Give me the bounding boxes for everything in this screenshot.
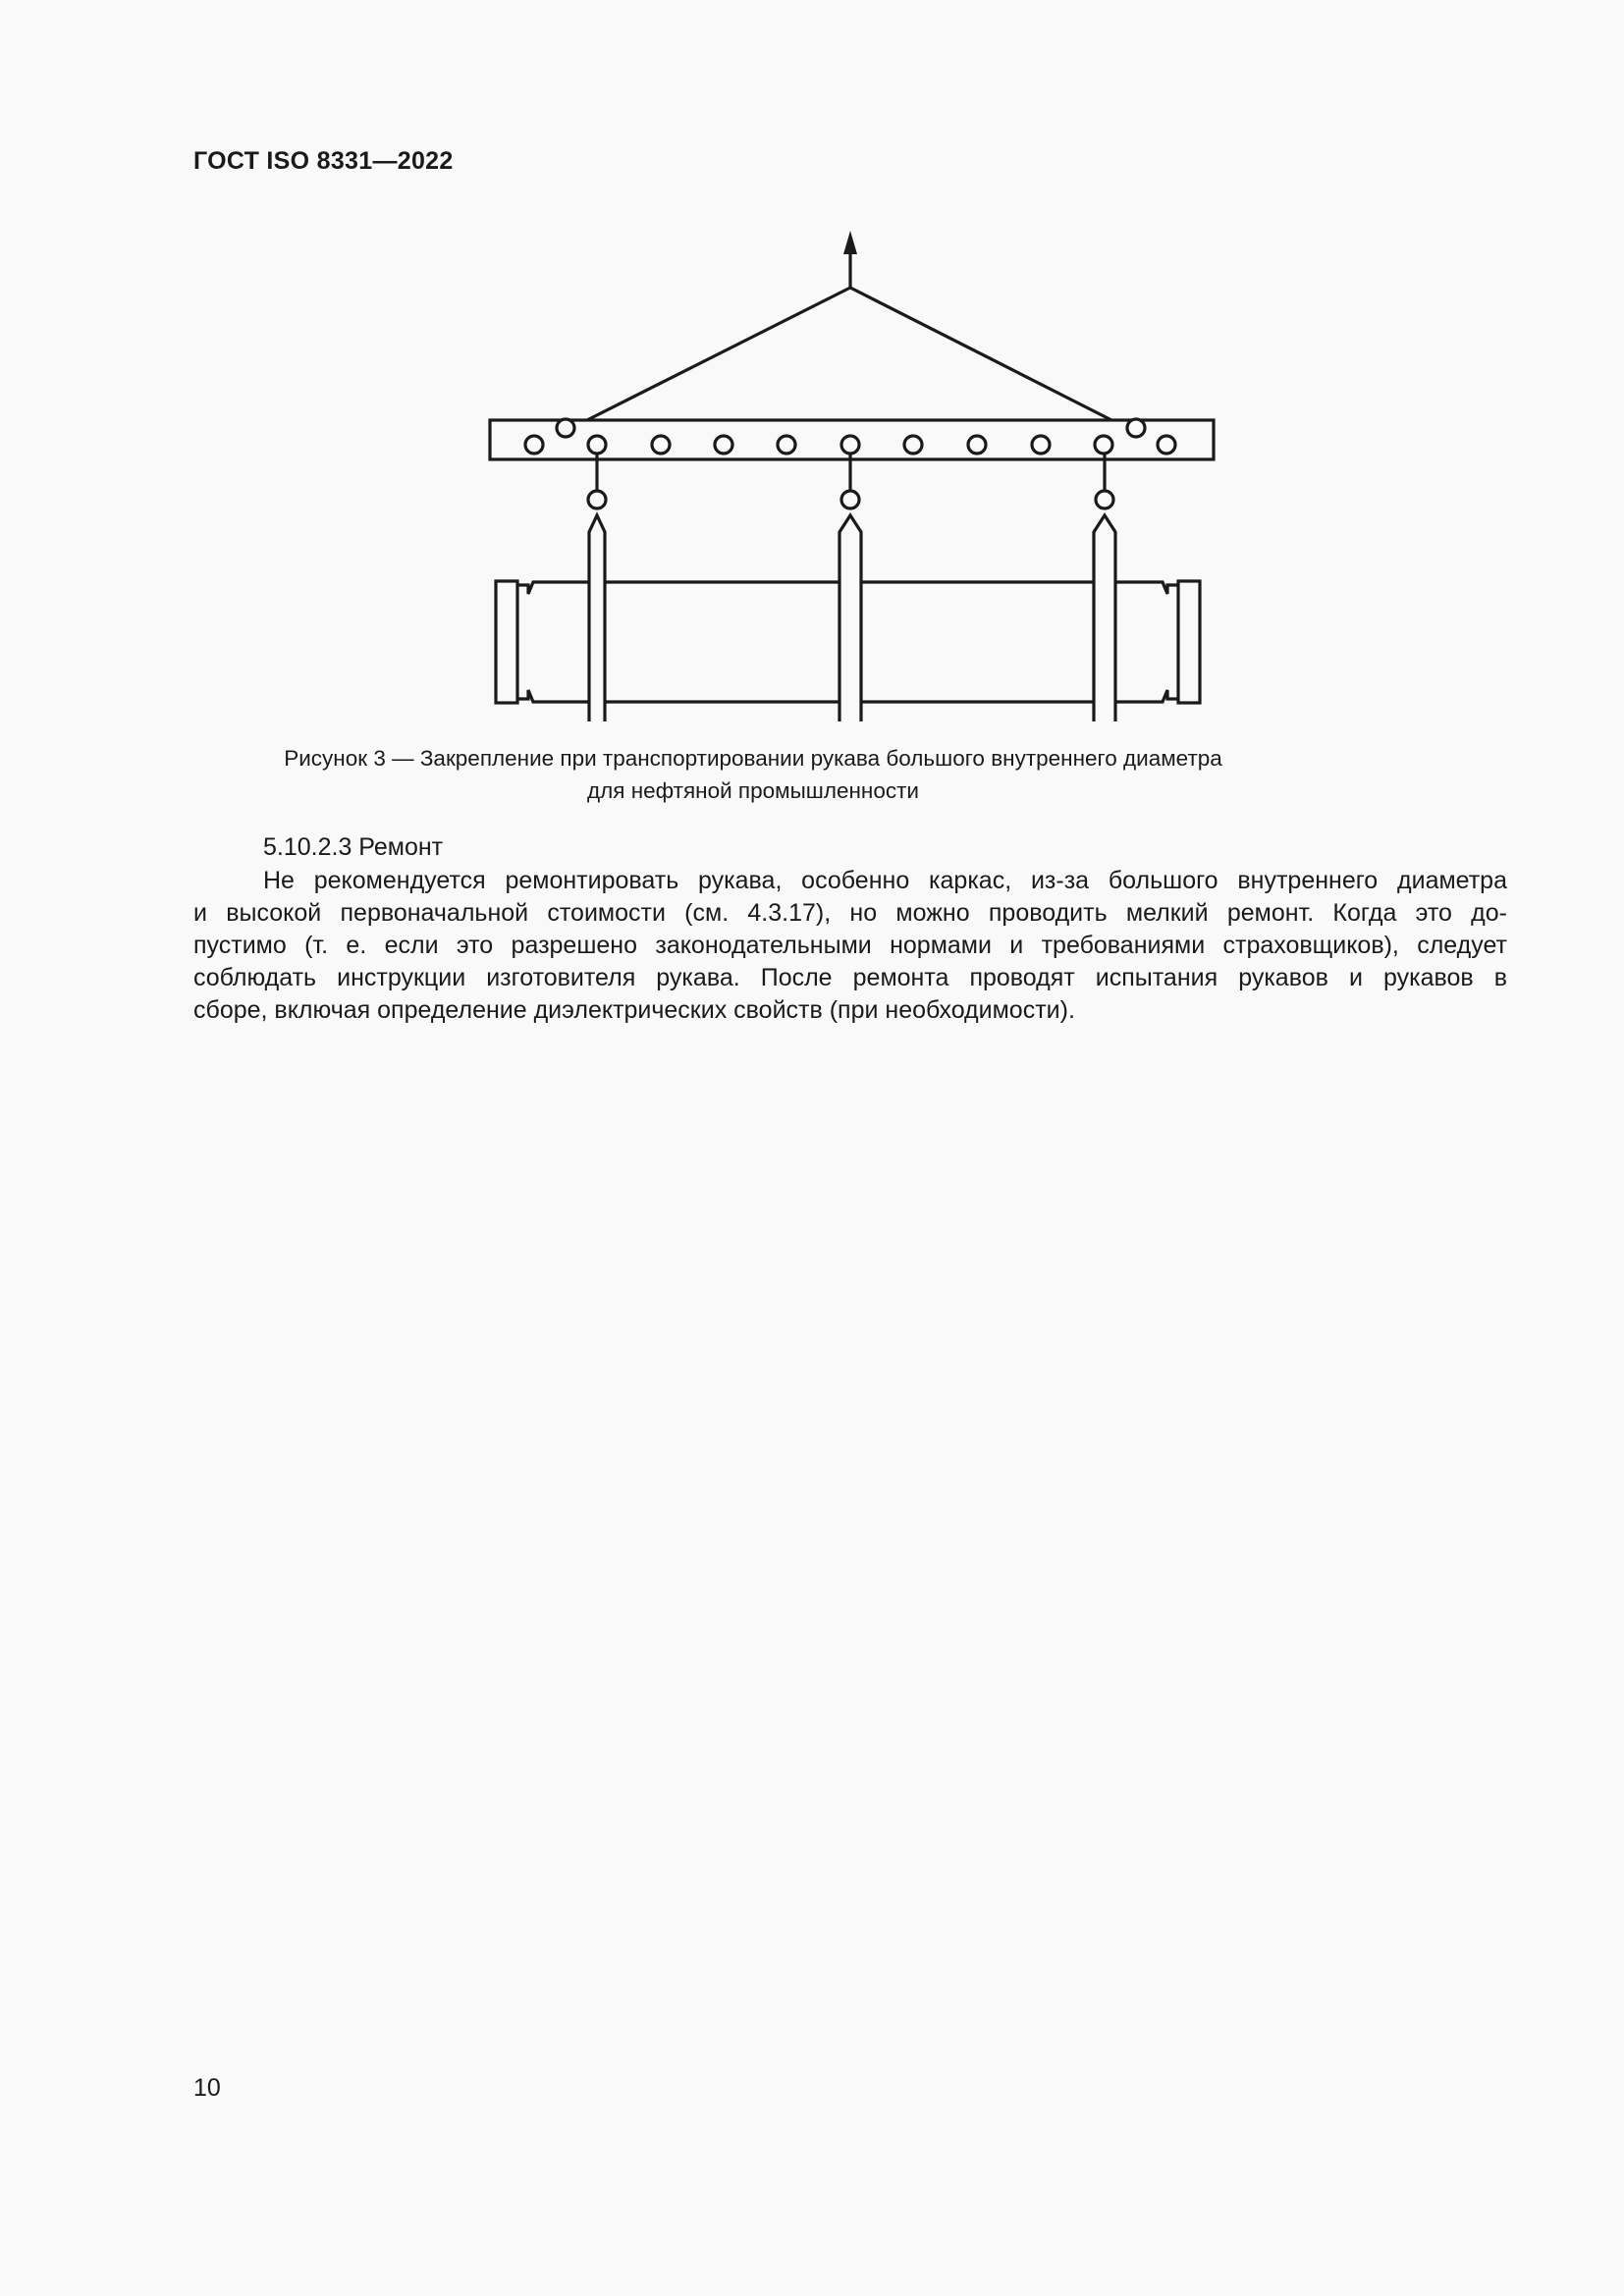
document-header: ГОСТ ISO 8331—2022 [193,147,454,175]
caption-line: Рисунок 3 — Закрепление при транспортировании рукава большого внутреннего диаметра [284,746,1222,771]
paragraph-line: соблюдать инструкции изготовителя рукава. После ремонта проводят испытания рукавов и рукавов в [193,964,1507,991]
paragraph-line: сборе, включая определение диэлектрических свойств (при необходимости). [193,996,1075,1024]
section-heading: 5.10.2.3 Ремонт [263,833,444,861]
figure-lifting-diagram [471,221,1237,721]
hanger-right [1094,454,1115,721]
section-paragraph [193,865,1507,1027]
lift-arrow-icon [843,231,857,288]
paragraph-line: пустимо (т. е. если это разрешено законодательными нормами и требованиями страховщиков), следует [193,932,1507,959]
figure-caption [193,742,1313,807]
sling-lines [579,288,1119,424]
caption-line: для нефтяной промышленности [587,778,919,803]
paragraph-line: Не рекомендуется ремонтировать рукава, особенно каркас, из-за большого внутреннего диаметра [263,867,1507,894]
hanger-left [588,454,606,721]
hanger-middle [839,454,861,721]
page-number: 10 [193,2074,221,2102]
paragraph-line: и высокой первоначальной стоимости (см. 4.3.17), но можно проводить мелкий ремонт. Когда это до- [193,899,1507,927]
